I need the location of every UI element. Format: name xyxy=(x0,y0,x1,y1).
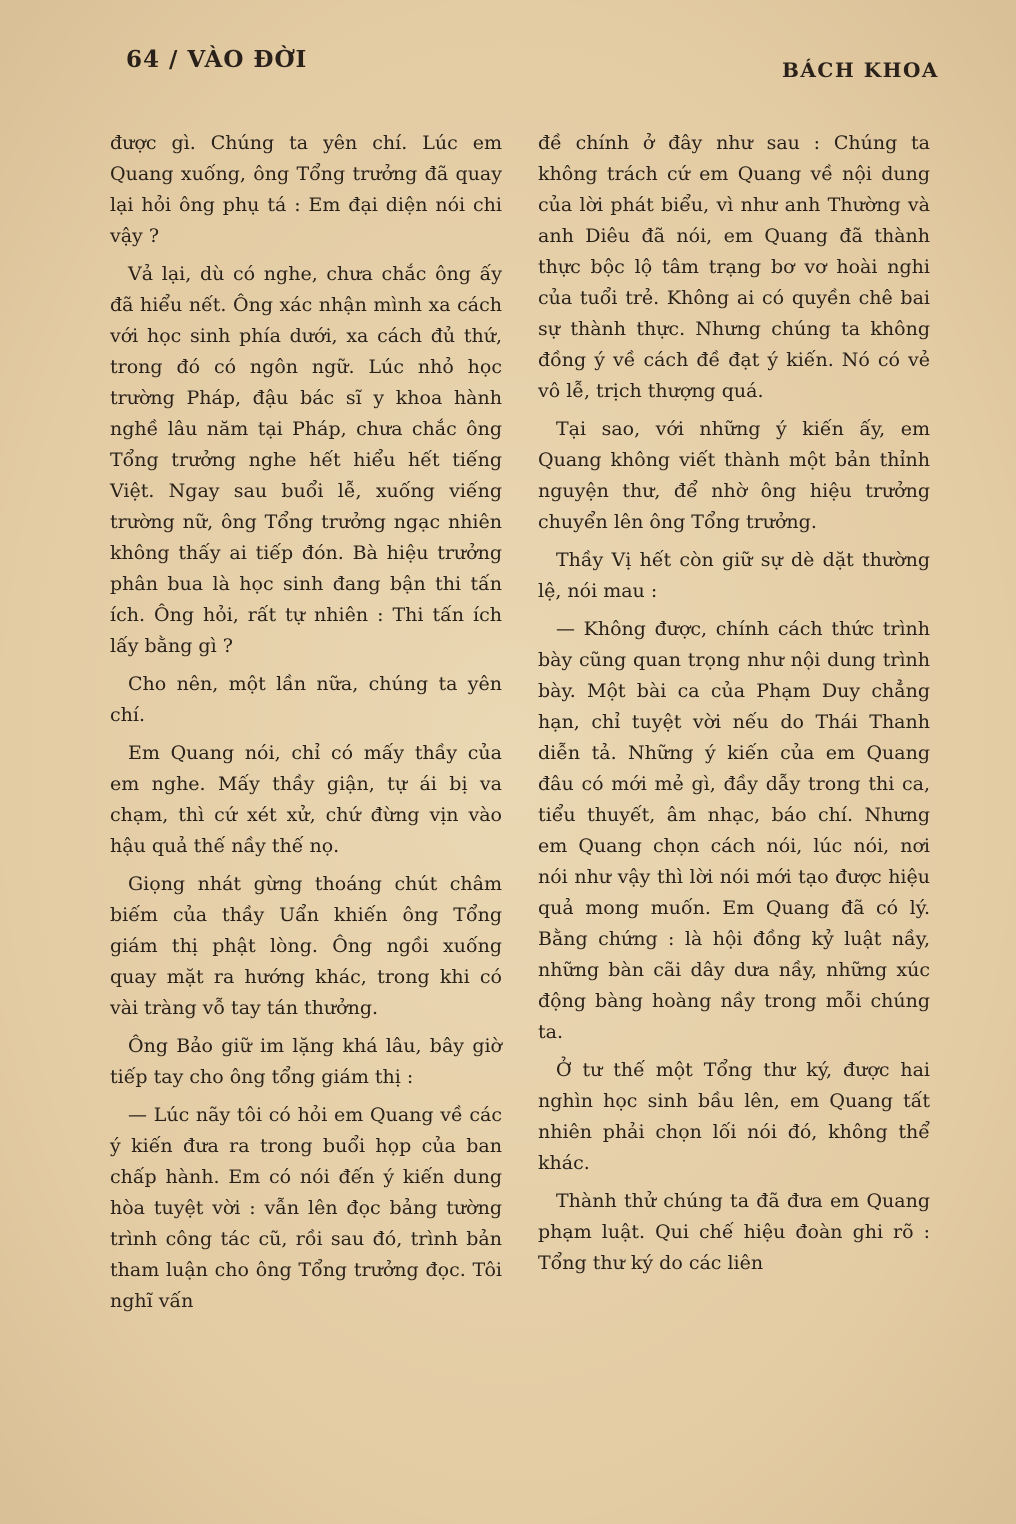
left-text-column xyxy=(110,128,502,1324)
paragraph: Thầy Vị hết còn giữ sự dè dặt thường lệ, nói mau : xyxy=(538,549,930,602)
paragraph: Giọng nhát gừng thoáng chút châm biếm của thầy Uẩn khiến ông Tổng giám thị phật lòng. Ông ngồi xuống quay mặt ra hướng khác, trong khi có vài tràng vỗ tay tán thưởng. xyxy=(110,873,502,1019)
publication-name: BÁCH KHOA xyxy=(782,58,939,82)
right-text-column xyxy=(538,128,930,1286)
paragraph: được gì. Chúng ta yên chí. Lúc em Quang xuống, ông Tổng trưởng đã quay lại hỏi ông phụ tá : Em đại diện nói chi vậy ? xyxy=(110,132,502,247)
paragraph: — Không được, chính cách thức trình bày cũng quan trọng như nội dung trình bày. Một bài ca của Phạm Duy chẳng hạn, chỉ tuyệt vời nếu do Thái Thanh diễn tả. Những ý kiến của em Quang đâu có mới mẻ gì, đầy dẫy trong thi ca, tiểu thuyết, âm nhạc, báo chí. Nhưng em Quang chọn cách nói, lúc nói, nơi nói như vậy thì lời nói mới tạo được hiệu quả mong muốn. Em Quang đã có lý. Bằng chứng : là hội đồng kỷ luật nầy, những bàn cãi dây dưa nầy, những xúc động bàng hoàng nầy trong mỗi chúng ta. xyxy=(538,618,930,1043)
paragraph: đề chính ở đây như sau : Chúng ta không trách cứ em Quang về nội dung của lời phát biểu, vì như anh Thường và anh Diêu đã nói, em Quang đã thành thực bộc lộ tâm trạng bơ vơ hoài nghi của tuổi trẻ. Không ai có quyền chê bai sự thành thực. Nhưng chúng ta không đồng ý về cách đề đạt ý kiến. Nó có vẻ vô lễ, trịch thượng quá. xyxy=(538,132,930,402)
page-number-running-title: 64 / VÀO ĐỜI xyxy=(126,46,308,73)
paragraph: Ông Bảo giữ im lặng khá lâu, bây giờ tiếp tay cho ông tổng giám thị : xyxy=(110,1035,502,1088)
paragraph: Cho nên, một lần nữa, chúng ta yên chí. xyxy=(110,673,502,726)
paragraph: Ở tư thế một Tổng thư ký, được hai nghìn học sinh bầu lên, em Quang tất nhiên phải chọn lối nói đó, không thể khác. xyxy=(538,1059,930,1174)
paragraph: Thành thử chúng ta đã đưa em Quang phạm luật. Qui chế hiệu đoàn ghi rõ : Tổng thư ký do các liên xyxy=(538,1190,930,1274)
paragraph: Tại sao, với những ý kiến ấy, em Quang không viết thành một bản thỉnh nguyện thư, để nhờ ông hiệu trưởng chuyển lên ông Tổng trưởng. xyxy=(538,418,930,533)
paragraph: — Lúc nãy tôi có hỏi em Quang về các ý kiến đưa ra trong buổi họp của ban chấp hành. Em có nói đến ý kiến dung hòa tuyệt vời : vẫn lên đọc bảng tường trình công tác cũ, rồi sau đó, trình bản tham luận cho ông Tổng trưởng đọc. Tôi nghĩ vấn xyxy=(110,1104,502,1312)
paragraph: Em Quang nói, chỉ có mấy thầy của em nghe. Mấy thầy giận, tự ái bị va chạm, thì cứ xét xử, chứ đừng vịn vào hậu quả thế nầy thế nọ. xyxy=(110,742,502,857)
paragraph: Vả lại, dù có nghe, chưa chắc ông ấy đã hiểu nết. Ông xác nhận mình xa cách với học sinh phía dưới, xa cách đủ thứ, trong đó có ngôn ngữ. Lúc nhỏ học trường Pháp, đậu bác sĩ y khoa hành nghề lâu năm tại Pháp, chưa chắc ông Tổng trưởng nghe hết hiểu hết tiếng Việt. Ngay sau buổi lễ, xuống viếng trường nữ, ông Tổng trưởng ngạc nhiên không thấy ai tiếp đón. Bà hiệu trưởng phân bua là học sinh đang bận thi tấn ích. Ông hỏi, rất tự nhiên : Thi tấn ích lấy bằng gì ? xyxy=(110,263,502,657)
